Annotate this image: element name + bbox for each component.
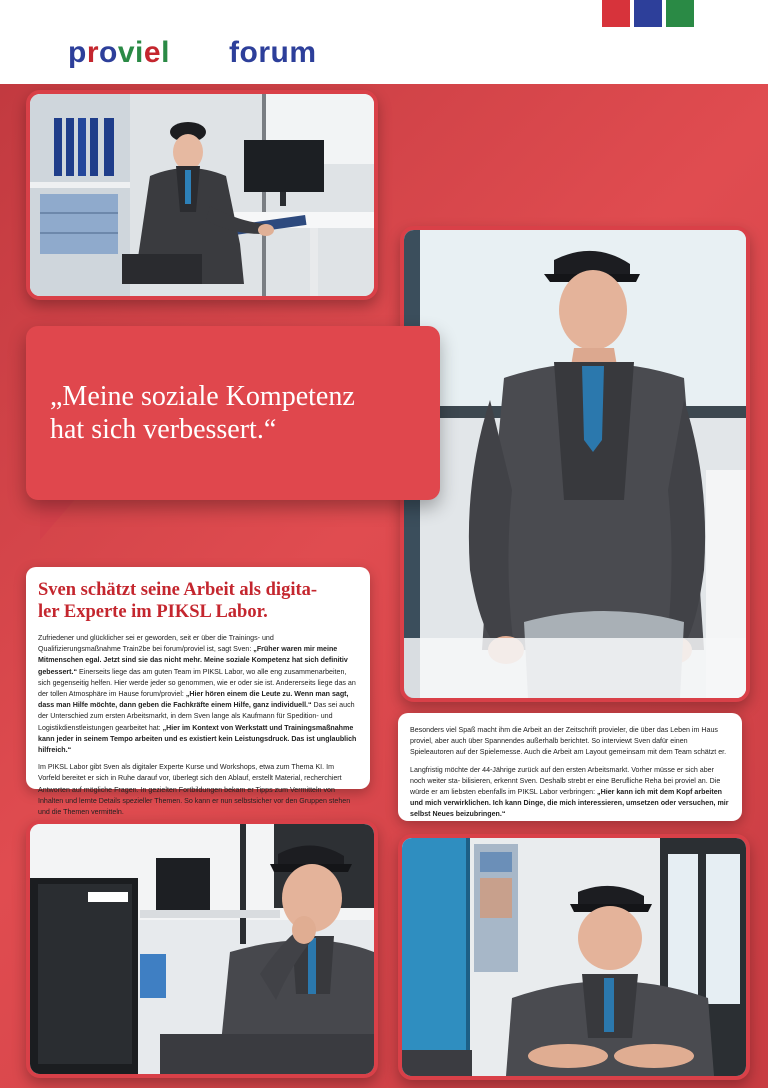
paragraph-text: Das sei auch der Unterschied zum ersten Arbeitsmarkt, in dem Sven lange als Kaufmann für Spedition- und Logistikdienstleistungen gearbeitet hat: — [38, 701, 355, 732]
forum-logo: forum — [229, 36, 317, 69]
photo-portrait-standing — [400, 226, 750, 702]
article-title-line-2: ler Experte im PIKSL Labor. — [38, 602, 268, 622]
logo-letter: e — [143, 36, 162, 69]
quote-text — [50, 380, 430, 446]
article-right-paragraph-1: Besonders viel Spaß macht ihm die Arbeit an der Zeitschrift provieler, die über das Leben im Haus proviel, aber auch über Spannendes außerhalb berichtet. So interviewt Sven dafür einen Spieleautoren auf der Spielemesse. Auch die Arbeit am Layout gemeinsam mit dem Team schätzt er. — [410, 726, 727, 757]
paragraph-text: Einerseits liege das am guten Team im PIKSL Labor, wo alle eng zusammenarbeiten, sich gegenseitig helfen. Hier werde jeder so genommen, wie er oder sie ist. Andererseits liege das an der tollen Atmosphäre im Hause forum/proviel: — [38, 667, 356, 699]
paragraph-quote: „Früher waren mir meine Mitmenschen egal. Jetzt sind sie das nicht mehr. Meine soziale Kompetenz hat sich definitiv gebessert.“ — [38, 645, 348, 676]
quote-line-2: hat sich verbessert.“ — [50, 414, 277, 445]
paragraph-text: Zufriedener und glücklicher sei er geworden, seit er über die Trainings- und Qualifizierungsmaßnahme Train2be bei forum/proviel ist, sagt Sven: — [38, 634, 274, 654]
paragraph-text: Langfristig möchte der 44-Jährige zurück auf den ersten Arbeitsmarkt. Vorher müsse er sich aber noch weiter sta- bilisieren, erkennt Sven. Deshalb strebt er eine Berufliche Reha bei proviel an. Die würde er am liebsten ebenfalls im PIKSL Labor verbringen: — [410, 765, 721, 797]
paragraph-quote: „Hier hören einem die Leute zu. Wenn man sagt, dass man Hilfe möchte, dann geben die Fachkräfte einem Hilfe, ganz individuell.“ — [38, 690, 349, 710]
flag-green — [666, 0, 694, 27]
article-title — [38, 579, 358, 623]
logo-letter: v — [117, 36, 136, 69]
logo-letter: o — [99, 36, 118, 69]
article-title-line-1: Sven schätzt seine Arbeit als digita- — [38, 580, 318, 600]
paragraph-quote: „Hier kann ich mit dem Kopf arbeiten und mich verwirklichen. Ich kann Dinge, die mich interessieren, umsetzen oder versuchen, mir selbst Neues beizubringen.“ — [410, 788, 729, 819]
quote-bubble — [26, 326, 440, 500]
quote-line-1: „Meine soziale Kompetenz — [50, 381, 355, 412]
logo-letter: l — [161, 36, 170, 69]
quote-bubble-tail — [40, 498, 76, 540]
logo-letter: p — [68, 36, 87, 69]
photo-thinking — [26, 820, 378, 1078]
flag-red — [602, 0, 630, 27]
proviel-logo — [68, 36, 170, 70]
photo-seated — [398, 834, 750, 1080]
photo-desk — [26, 90, 378, 300]
flag-blue — [634, 0, 662, 27]
paragraph-quote: „Hier im Kontext von Werkstatt und Trainingsmaßnahme kann jeder in seinem Tempo arbeiten und es existiert kein Leistungsdruck. Das ist unglaublich hilfreich.“ — [38, 723, 357, 755]
page-header — [0, 0, 768, 84]
article-right-paragraph-2 — [410, 765, 730, 821]
logo-letter: i — [135, 36, 144, 69]
logo-letter: r — [86, 36, 100, 69]
article-card-left — [26, 567, 370, 817]
article-paragraph-2: Im PIKSL Labor gibt Sven als digitaler Experte Kurse und Workshops, etwa zum Thema KI. Im Vorfeld bereitet er sich in Ruhe darauf vor, überlegt sich den Ablauf, erstellt Material, recherchiert Antworten auf mögliche Fragen. In gezielten Fortbildungen bekam er Tipps zum Vermitteln von Inhalten und lernte Details spezieller Themen. So kann er nun selbstsicher vor den Gruppen stehen und die Themen vermitteln. — [38, 763, 351, 817]
article-card-right — [398, 713, 742, 821]
article-paragraph-1 — [38, 633, 358, 756]
